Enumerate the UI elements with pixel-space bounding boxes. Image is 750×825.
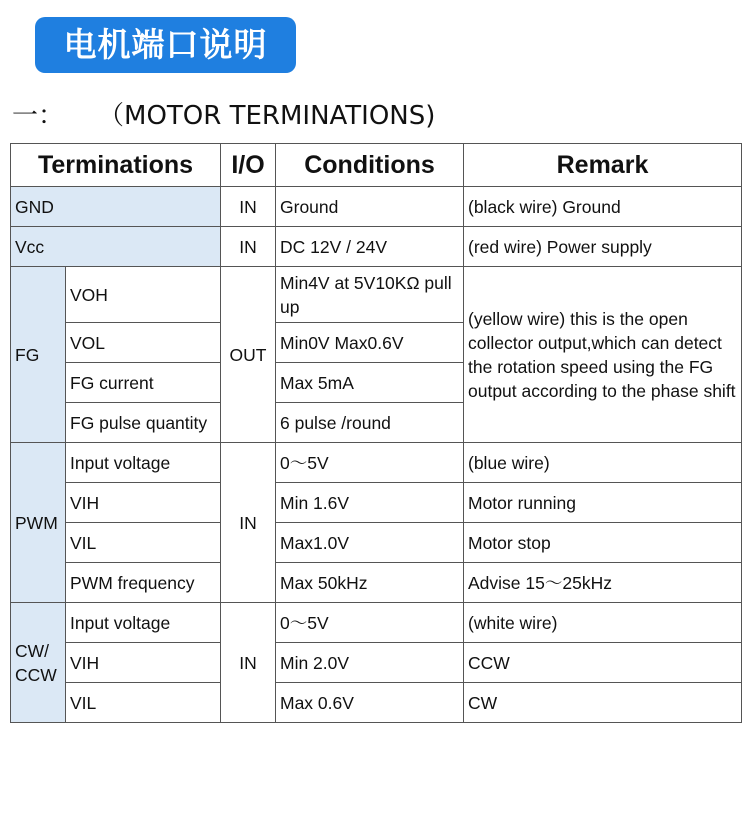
- cw-group-line2: CCW: [15, 664, 57, 685]
- cw-input-remark: (white wire): [464, 603, 742, 643]
- fg-group-label: FG: [11, 267, 66, 443]
- pwm-vil-condition: Max1.0V: [276, 523, 464, 563]
- fg-voh-condition: Min4V at 5V10KΩ pull up: [276, 267, 464, 323]
- gnd-term: GND: [11, 187, 221, 227]
- cw-group-label: [11, 603, 66, 723]
- pwm-input-remark: (blue wire): [464, 443, 742, 483]
- cw-input-condition: 0～5V: [276, 603, 464, 643]
- header-remark: Remark: [464, 144, 742, 187]
- section-number: 一：: [12, 101, 65, 131]
- header-terminations: Terminations: [11, 144, 221, 187]
- pwm-vil-remark: Motor stop: [464, 523, 742, 563]
- cw-vil-condition: Max 0.6V: [276, 683, 464, 723]
- vcc-term: Vcc: [11, 227, 221, 267]
- page-title: 电机端口说明: [35, 17, 296, 73]
- pwm-group-label: PWM: [11, 443, 66, 603]
- vcc-remark: (red wire) Power supply: [464, 227, 742, 267]
- pwm-vih-condition: Min 1.6V: [276, 483, 464, 523]
- table-row-pwm-frequency: [11, 563, 742, 603]
- pwm-input-term: Input voltage: [66, 443, 221, 483]
- table-row-cw-vil: [11, 683, 742, 723]
- table-header-row: [11, 144, 742, 187]
- fg-pulse-condition: 6 pulse /round: [276, 403, 464, 443]
- fg-remark: (yellow wire) this is the open collector output,which can detect the rotation speed using the FG output according to the phase shift: [464, 267, 742, 443]
- pwm-frequency-condition: Max 50kHz: [276, 563, 464, 603]
- cw-io: IN: [221, 603, 276, 723]
- cw-input-term: Input voltage: [66, 603, 221, 643]
- fg-current-term: FG current: [66, 363, 221, 403]
- section-title: （MOTOR TERMINATIONS): [98, 101, 436, 131]
- pwm-vih-term: VIH: [66, 483, 221, 523]
- pwm-io: IN: [221, 443, 276, 603]
- table-row-vcc: [11, 227, 742, 267]
- fg-vol-term: VOL: [66, 323, 221, 363]
- fg-voh-term: VOH: [66, 267, 221, 323]
- pwm-frequency-remark: Advise 15～25kHz: [464, 563, 742, 603]
- section-heading: [12, 98, 435, 134]
- table-row-gnd: [11, 187, 742, 227]
- cw-group-line1: CW/: [15, 640, 50, 661]
- vcc-condition: DC 12V / 24V: [276, 227, 464, 267]
- fg-pulse-term: FG pulse quantity: [66, 403, 221, 443]
- fg-vol-condition: Min0V Max0.6V: [276, 323, 464, 363]
- gnd-io: IN: [221, 187, 276, 227]
- pwm-vil-term: VIL: [66, 523, 221, 563]
- pwm-vih-remark: Motor running: [464, 483, 742, 523]
- table-row-pwm-input: [11, 443, 742, 483]
- fg-current-condition: Max 5mA: [276, 363, 464, 403]
- pwm-input-condition: 0～5V: [276, 443, 464, 483]
- table-row-pwm-vih: [11, 483, 742, 523]
- fg-io: OUT: [221, 267, 276, 443]
- cw-vil-remark: CW: [464, 683, 742, 723]
- gnd-remark: (black wire) Ground: [464, 187, 742, 227]
- cw-vih-term: VIH: [66, 643, 221, 683]
- vcc-io: IN: [221, 227, 276, 267]
- table-row-pwm-vil: [11, 523, 742, 563]
- header-io: I/O: [221, 144, 276, 187]
- cw-vih-condition: Min 2.0V: [276, 643, 464, 683]
- motor-terminations-table: [10, 143, 742, 723]
- table-row-cw-vih: [11, 643, 742, 683]
- table-row-cw-input: [11, 603, 742, 643]
- cw-vih-remark: CCW: [464, 643, 742, 683]
- pwm-frequency-term: PWM frequency: [66, 563, 221, 603]
- gnd-condition: Ground: [276, 187, 464, 227]
- header-conditions: Conditions: [276, 144, 464, 187]
- cw-vil-term: VIL: [66, 683, 221, 723]
- table-row-fg-voh: [11, 267, 742, 323]
